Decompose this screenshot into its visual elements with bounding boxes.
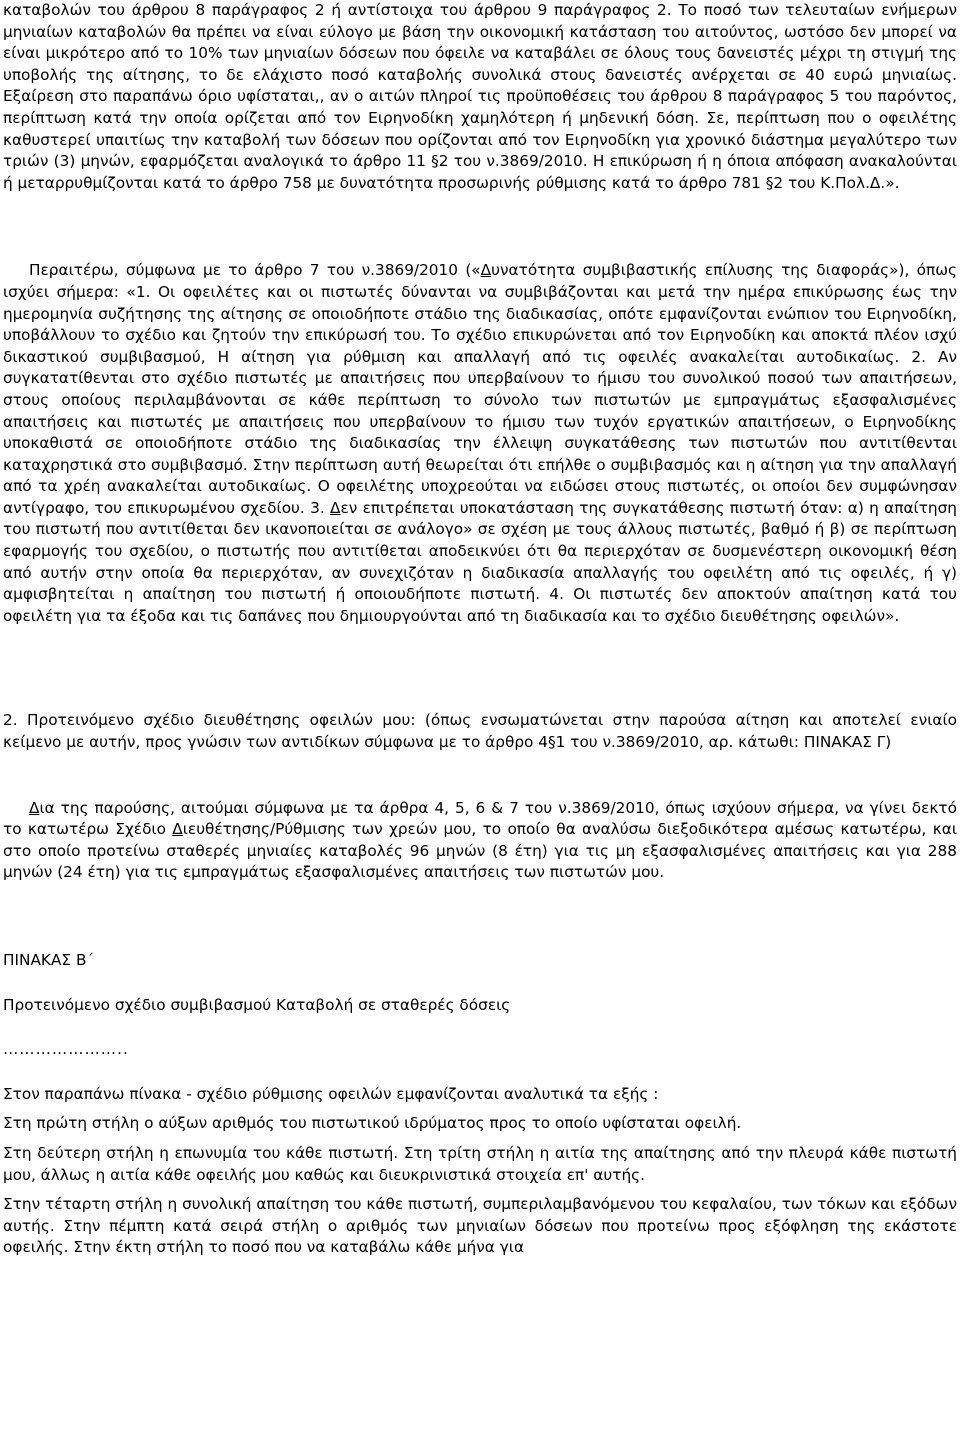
explanation-columns-2-3: Στη δεύτερη στήλη η επωνυμία του κάθε πιστωτή. Στη τρίτη στήλη η αιτία της απαίτησης από την πλευρά κάθε πιστωτή μου, άλλως η αιτία κάθε οφειλής μου καθώς και διευκρινιστικά στοιχεία επ' αυτής. xyxy=(3,1143,957,1184)
spacer xyxy=(3,693,957,710)
explanation-intro: Στον παραπάνω πίνακα - σχέδιο ρύθμισης οφειλών εμφανίζονται αναλυτικά τα εξής : xyxy=(3,1084,659,1103)
spacer xyxy=(3,972,957,995)
spacer xyxy=(3,1135,957,1143)
paragraph-request xyxy=(3,798,957,884)
explanation-columns-4-6: Στην τέταρτη στήλη η συνολική απαίτηση του κάθε πιστωτή, συμπεριλαμβανόμενου του κεφαλαίου, των τόκων και εξόδων αυτής. Στην πέμπτη κατά σειρά στήλη ο αριθμός των μηνιαίων δόσεων που προτείνω προς εξόφληση της εκάστοτε οφειλής. Στην έκτη στήλη το ποσό που να καταβάλω κάθε μήνα για xyxy=(3,1195,957,1257)
table-heading: ΠΙΝΑΚΑΣ Β΄ xyxy=(3,951,95,969)
paragraph-article-continuation: καταβολών του άρθρου 8 παράγραφος 2 ή αντίστοιχα του άρθρου 9 παράγραφος 2. Το ποσό των τελευταίων ενήμερων μηνιαίων καταβολών θα πρέπει να είναι εύλογο με βάση την οικονομική κατάσταση του αιτούντος, ωστόσο δεν μπορεί να είναι μικρότερο από το 10% των μηνιαίων δόσεων που όφειλε να καταβάλει σε όλους τους δανειστές μέχρι τη στιγμή της υποβολής της αίτησης, το δε ελάχιστο ποσό καταβολής συνολικά στους δανειστές ανέρχεται σε 40 ευρώ μηνιαίως. Εξαίρεση στο παραπάνω όριο υφίσταται,, αν ο αιτών πληροί τις προϋποθέσεις του άρθρου 8 παράγραφος 5 του παρόντος, περίπτωση κατά την οποία ορίζεται από τον Ειρηνοδίκη χαμηλότερη ή μηδενική δόση. Σε, περίπτωση που ο οφειλέτης καθυστερεί υπαιτίως την καταβολή των δόσεων που ορίζονται από τον Ειρηνοδίκη για χρονικό διάστημα μεγαλύτερο των τριών (3) μηνών, εφαρμόζεται αναλογικά το άρθρο 11 §2 του ν.3869/2010. Η επικύρωση ή η όποια απόφαση ανακαλούνται ή μεταρρυθμίζονται κατά το άρθρο 758 με δυνατότητα προσωρινής ρύθμισης κατά το άρθρο 781 §2 του Κ.Πολ.Δ.». xyxy=(3,1,957,192)
explanation-column-1: Στη πρώτη στήλη ο αύξων αριθμός του πιστωτικού ιδρύματος προς το οποίο υφίσταται οφειλή. xyxy=(3,1114,742,1133)
spacer xyxy=(3,1061,957,1084)
spacer xyxy=(3,1105,957,1113)
spacer xyxy=(3,884,957,950)
paragraph-article-7 xyxy=(3,260,957,627)
document-page xyxy=(3,0,957,1259)
underlined-letter: Δ xyxy=(330,498,341,517)
paragraph-request-end: ιευθέτησης/Ρύθμισης των χρεών μου, το οποίο θα αναλύσω διεξοδικότερα αμέσως κατωτέρω, και στο οποίο προτείνω σταθερές μηνιαίες καταβολές 96 μηνών (8 έτη) για τις μη εξασφαλισμένες απαιτήσεις και για 288 μηνών (24 έτη) για τις εμπραγμάτως εξασφαλισμένες απαιτήσεις των πιστωτών μου. xyxy=(3,820,958,882)
paragraph-request-start: ια της παρούσης, αιτούμαι σύμφωνα με τα άρθρα 4, 5, 6 & 7 του ν.3869/2010, όπως ισχύουν σήμερα, να γίνει δεκτό το κατωτέρω Σχέδιο xyxy=(3,798,957,839)
underlined-letter: Δ xyxy=(172,820,183,839)
paragraph-article-7-middle: υνατότητα συμβιβαστικής επίλυσης της διαφοράς»), όπως ισχύει σήμερα: «1. Οι οφειλέτες και οι πιστωτές δύνανται να συμβιβάζονται και μετά την ημέρα επικύρωσης έως την ημερομηνία συζήτησης της αίτησης σε οποιοδήποτε στάδιο της διαδικασίας, οπότε εμφανίζονται ενώπιον του Ειρηνοδίκη, υποβάλλουν το σχέδιο και ζητούν την επικύρωσή του. Το σχέδιο επικυρώνεται από τον Ειρηνοδίκη και αποκτά πλέον ισχύ δικαστικού συμβιβασμού, Η αίτηση για ρύθμιση και απαλλαγή από τις οφειλές ανακαλείται αυτοδικαίως. 2. Αν συγκατατίθενται στο σχέδιο πιστωτές με απαιτήσεις που υπερβαίνουν το ήμισυ του συνολικού ποσού των απαιτήσεων, στους οποίους περιλαμβάνονται σε κάθε περίπτωση το σύνολο των πιστωτών με εμπραγμάτως εξασφαλισμένες απαιτήσεις και πιστωτές με απαιτήσεις που υπερβαίνουν το ήμισυ των τυχόν εργατικών απαιτήσεων, ο Ειρηνοδίκης υποκαθιστά σε οποιοδήποτε στάδιο της διαδικασίας την έλλειψη συγκατάθεσης των πιστωτών που αντιτίθενται καταχρηστικά στο συμβιβασμό. Στην περίπτωση αυτή θεωρείται ότι επήλθε ο συμβιβασμός και η αίτηση για την απαλλαγή από τα χρέη ανακαλείται αυτοδικαίως. Ο οφειλέτης υποχρεούται να ειδώσει στους πιστωτές, οι οποίοι δεν συμφώνησαν αντίγραφο, του επικυρωμένου σχεδίου. 3. xyxy=(3,261,957,517)
paragraph-article-7-start: Περαιτέρω, σύμφωνα με το άρθρο 7 του ν.3869/2010 (« xyxy=(29,261,481,280)
spacer xyxy=(3,1186,957,1194)
paragraph-article-7-end: εν επιτρέπεται υποκατάσταση της συγκατάθεσης πιστωτή όταν: α) η απαίτηση του πιστωτή που αντιτίθεται δεν ικανοποιείται σε ανάλογο» σε σχέση με τους άλλους πιστωτές, βαθμό ή β) σε περίπτωση εφαρμογής του σχεδίου, ο πιστωτής που αντιτίθεται αποδεικνύει ότι θα περιερχόταν σε δυσμενέστερη οικονομική θέση από αυτήν στην οποία θα περιερχόταν, αν συνεχιζόταν η διαδικασία απαλλαγής του οφειλέτη από τις οφειλές, ή γ) αμφισβητείται η απαίτηση του πιστωτή ή οποιουδήποτε πιστωτή. 4. Οι πιστωτές δεν αποκτούν απαίτηση κατά του οφειλέτη για τα έξοδα και τις δαπάνες που δημιουργούνται από τη διαδικασία και το σχέδιο διευθέτησης οφειλών». xyxy=(3,498,958,625)
placeholder-dots: ………………….. xyxy=(3,1040,129,1059)
spacer xyxy=(3,627,957,693)
paragraph-proposed-plan: 2. Προτεινόμενο σχέδιο διευθέτησης οφειλών μου: (όπως ενσωματώνεται στην παρούσα αίτηση και αποτελεί ενιαίο κείμενο με αυτήν, προς γνώσιν των αντιδίκων σύμφωνα με το άρθρο 4§1 του ν.3869/2010, αρ. κάτωθι: ΠΙΝΑΚΑΣ Γ) xyxy=(3,711,957,752)
table-subheading: Προτεινόμενο σχέδιο συμβιβασμού Καταβολή σε σταθερές δόσεις xyxy=(3,995,511,1014)
spacer xyxy=(3,754,957,798)
underlined-letter: Δ xyxy=(29,798,40,817)
spacer xyxy=(3,194,957,260)
spacer xyxy=(3,1016,957,1039)
underlined-letter: Δ xyxy=(480,261,492,280)
